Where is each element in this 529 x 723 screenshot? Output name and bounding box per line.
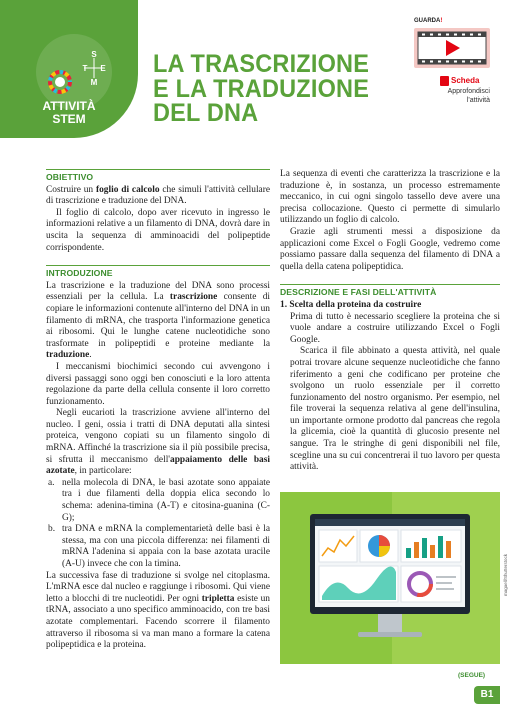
stem-letter-t: T [82, 64, 88, 73]
monitor-icon [280, 492, 500, 664]
segue-label: (SEGUE) [458, 672, 486, 679]
stem-badge-graphic [0, 0, 138, 142]
step-title: 1. Scelta della proteina da costruire [280, 299, 422, 310]
right-paragraph-2: Grazie agli strumenti messi a disposizione da applicazioni come Excel o Fogli Google, vedremo come possiamo passare dalla sequenza del filamento di DNA a quella della catena polipeptidica. [280, 226, 500, 272]
intro-paragraph-1: La trascrizione e la traduzione del DNA sono processi essenziali per la cellula. La trascrizione consente di copiare le informazioni contenute all'interno del DNA in un filamento di mRNA, che trasporta l'informazione genetica ai ribosomi. Qui le lunghe catene nucleotidiche sono trasformate in polipeptidi e proteine mediante la traduzione. [46, 280, 270, 361]
intro-paragraph-4: La successiva fase di traduzione si svolge nel citoplasma. L'mRNA esce dal nucleo e raggiunge i ribosomi. Qui viene letto a blocchi di tre nucleotidi. Per ogni tripletta esiste un tRNA, associato a uno specifico amminoacido, con tre basi azotate complementari. Facendo scorrere il filamento attraverso il ribosoma si va man mano a formare la catena polipeptidica e la proteina. [46, 570, 270, 651]
page-title [153, 52, 388, 126]
stem-badge [0, 0, 138, 142]
stem-letter-m: M [90, 78, 98, 87]
image-credit: magaell/Shutterstock [503, 553, 508, 596]
video-thumbnail[interactable] [414, 28, 490, 68]
right-column [280, 169, 500, 474]
list-item: a. nella molecola di DNA, le basi azotate sono appaiate tra i due filamenti della doppia elica secondo lo schema: adenina-timina (A-T) e citosina-guanina (C-G); [48, 477, 270, 523]
left-column [46, 169, 270, 652]
scheda-link[interactable]: Scheda [451, 76, 480, 85]
title-line: DEL DNA [153, 99, 259, 127]
film-strip-icon [414, 28, 490, 68]
step-paragraph-1: Prima di tutto è necessario scegliere la proteina che si vuole andare a costruire utilizzando Excel o Fogli Google. [290, 311, 500, 345]
badge-line1: ATTIVITÀ [42, 99, 96, 113]
right-paragraph-1: La sequenza di eventi che caratterizza la trascrizione e la traduzione è, in sostanza, un processo estremamente meccanico, in cui ogni singolo tassello deve avere una precisa collocazione. Questo ci permette di simularlo utilizzando un foglio di calcolo. [280, 169, 500, 226]
dashboard-illustration [280, 492, 500, 664]
obiettivo-paragraph-1: Costruire un foglio di calcolo che simuli l'attività cellulare di trascrizione e traduzione del DNA. [46, 184, 270, 207]
intro-paragraph-2: I meccanismi biochimici secondo cui avvengono i diversi passaggi sono oggi ben conosciuti e la loro attenta regolazione da parte della cellula consente il loro corretto funzionamento. [46, 361, 270, 407]
heading-introduzione: INTRODUZIONE [46, 265, 270, 280]
obiettivo-paragraph-2: Il foglio di calcolo, dopo aver ricevuto in ingresso le informazioni relative a un filamento di DNA, dovrà dare in uscita la sequenza di amminoacidi del polipeptide corrispondente. [46, 207, 270, 253]
document-icon [440, 76, 449, 86]
heading-obiettivo: OBIETTIVO [46, 169, 270, 184]
approfondisci-text: Approfondisci l'attività [447, 88, 490, 104]
title-line: E LA TRADUZIONE [153, 74, 370, 103]
guarda-label: GUARDA! [414, 18, 443, 24]
title-line: LA TRASCRIZIONE [153, 50, 370, 78]
list-item: b. tra DNA e mRNA la complementarietà delle basi è la stessa, ma con una piccola differenza: nei filamenti di mRNA l'adenina si appaia con la base azotata uracile (A-U) invece che con la timina. [48, 524, 270, 569]
intro-paragraph-3: Negli eucarioti la trascrizione avviene all'interno del nucleo. I geni, ossia i tratti di DNA deputati alla sintesi proteica, vengono copiati su un filamento singolo di mRNA. Affinché la trascrizione sia il più possibile precisa, si sfrutta il meccanismo dell'appaiamento delle basi azotate, in particolare: [46, 408, 270, 477]
badge-line2: STEM [52, 112, 86, 126]
stem-letter-s: S [91, 50, 97, 59]
stem-letter-e: E [100, 64, 106, 73]
step-paragraph-2: Scarica il file abbinato a questa attività, nel quale potrai trovare alcune sequenze nucleotidiche che fanno riferimento a geni che codificano per proteine che svolgono un ruolo essenziale per il corretto funzionamento del nostro organismo. Per esempio, nel file troverai la sequenza relativa al gene dell'insulina, un importante ormone prodotto dal pancreas che regola la glicemia, cioè la quantità di glucosio presente nel sangue. Tra le stringhe di geni disponibili nel file, scegline una su cui concentrerai il tuo lavoro per questa attività. [290, 346, 500, 473]
page-number: B1 [474, 686, 500, 704]
heading-descrizione: DESCRIZIONE E FASI DELL'ATTIVITÀ [280, 284, 500, 299]
